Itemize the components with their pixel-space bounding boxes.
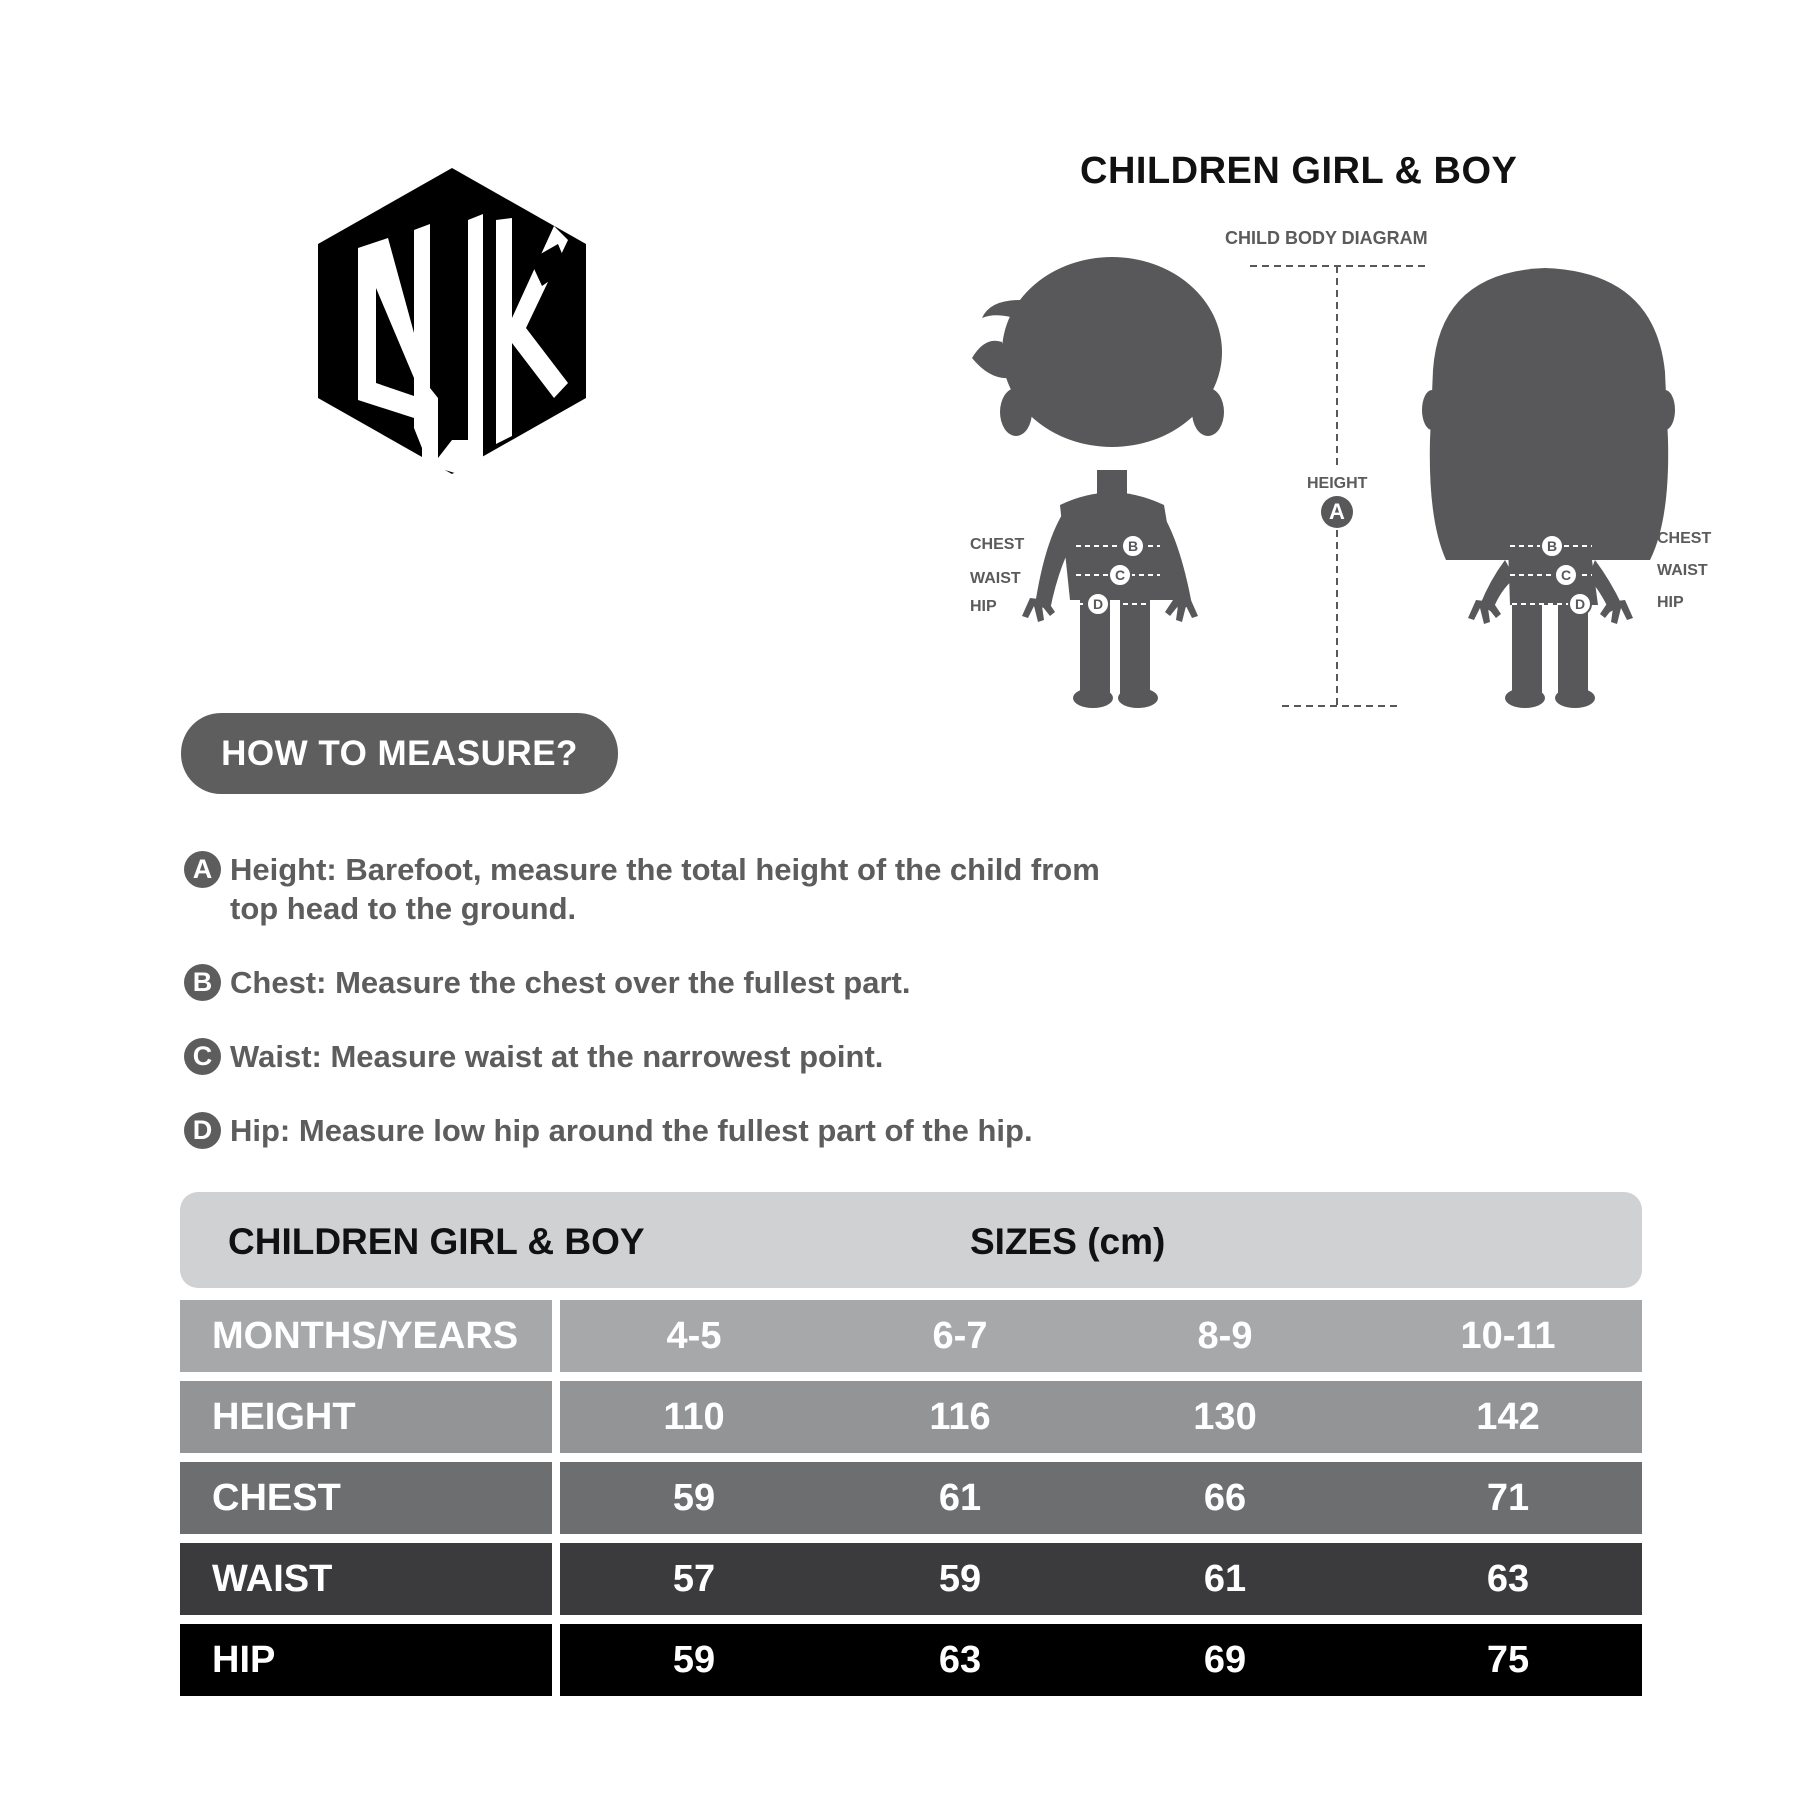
table-cell: 61 bbox=[938, 1476, 982, 1519]
boy-marker-d: D bbox=[1092, 596, 1104, 612]
letter-a-icon: A bbox=[184, 851, 221, 888]
diagram-title: CHILDREN GIRL & BOY bbox=[1080, 150, 1518, 192]
girl-waist-label: WAIST bbox=[1657, 562, 1708, 579]
letter-c-icon: C bbox=[184, 1038, 221, 1075]
instruction-height bbox=[184, 850, 1190, 928]
marker-a: A bbox=[1329, 499, 1345, 524]
row-label: HIP bbox=[180, 1624, 552, 1696]
size-table-title: CHILDREN GIRL & BOY bbox=[228, 1221, 645, 1262]
table-cell: 75 bbox=[1486, 1638, 1530, 1681]
table-cell: 59 bbox=[672, 1476, 716, 1519]
instruction-text: Chest: Measure the chest over the fullest part. bbox=[230, 965, 911, 1000]
table-cell: 10-11 bbox=[1460, 1314, 1556, 1357]
row-values bbox=[560, 1300, 1642, 1372]
table-cell: 61 bbox=[1203, 1557, 1247, 1600]
table-cell: 59 bbox=[672, 1638, 716, 1681]
girl-hip-label: HIP bbox=[1657, 594, 1684, 611]
table-cell: 66 bbox=[1203, 1476, 1247, 1519]
instruction-text: Waist: Measure waist at the narrowest point. bbox=[230, 1039, 884, 1074]
table-row bbox=[180, 1624, 1642, 1696]
instruction-text: Hip: Measure low hip around the fullest part of the hip. bbox=[230, 1113, 1033, 1148]
table-cell: 69 bbox=[1203, 1638, 1247, 1681]
boy-waist-label: WAIST bbox=[970, 570, 1021, 587]
instruction-text: top head to the ground. bbox=[230, 891, 577, 926]
table-cell: 59 bbox=[938, 1557, 982, 1600]
table-cell: 130 bbox=[1193, 1395, 1257, 1438]
table-cell: 142 bbox=[1476, 1395, 1540, 1438]
boy-marker-c: C bbox=[1114, 567, 1126, 583]
boy-chest-label: CHEST bbox=[970, 536, 1025, 553]
size-table-units: SIZES (cm) bbox=[970, 1221, 1166, 1262]
boy-figure bbox=[972, 257, 1224, 708]
letter-b-icon: B bbox=[184, 964, 221, 1001]
instruction-chest bbox=[184, 963, 1190, 1002]
table-row bbox=[180, 1462, 1642, 1534]
table-cell: 110 bbox=[663, 1395, 725, 1438]
table-cell: 6-7 bbox=[932, 1314, 988, 1357]
diagram-subtitle: CHILD BODY DIAGRAM bbox=[1225, 228, 1428, 248]
row-values bbox=[560, 1381, 1642, 1453]
row-label: HEIGHT bbox=[180, 1381, 552, 1453]
girl-marker-c: C bbox=[1560, 567, 1572, 583]
row-label: CHEST bbox=[180, 1462, 552, 1534]
row-label: WAIST bbox=[180, 1543, 552, 1615]
girl-figure bbox=[1422, 268, 1675, 708]
row-values bbox=[560, 1624, 1642, 1696]
height-diagram-label: HEIGHT bbox=[1307, 475, 1368, 492]
instruction-waist bbox=[184, 1037, 1190, 1076]
boy-hip-label: HIP bbox=[970, 598, 997, 615]
table-cell: 8-9 bbox=[1197, 1314, 1253, 1357]
how-to-measure-heading: HOW TO MEASURE? bbox=[181, 713, 618, 794]
table-cell: 63 bbox=[938, 1638, 982, 1681]
row-label: MONTHS/YEARS bbox=[180, 1300, 552, 1372]
girl-chest-label: CHEST bbox=[1657, 530, 1712, 547]
girl-marker-b: B bbox=[1546, 538, 1558, 554]
boy-marker-b: B bbox=[1127, 538, 1139, 554]
table-cell: 57 bbox=[672, 1557, 716, 1600]
girl-marker-d: D bbox=[1574, 596, 1586, 612]
table-row bbox=[180, 1543, 1642, 1615]
letter-d-icon: D bbox=[184, 1112, 221, 1149]
table-cell: 4-5 bbox=[666, 1314, 722, 1357]
instruction-hip bbox=[184, 1111, 1190, 1150]
instruction-text: Height: Barefoot, measure the total height of the child from bbox=[230, 852, 1100, 887]
table-row bbox=[180, 1381, 1642, 1453]
row-values bbox=[560, 1462, 1642, 1534]
table-cell: 71 bbox=[1486, 1476, 1530, 1519]
table-cell: 116 bbox=[929, 1395, 991, 1438]
table-cell: 63 bbox=[1486, 1557, 1530, 1600]
table-row bbox=[180, 1300, 1642, 1372]
row-values bbox=[560, 1543, 1642, 1615]
child-body-diagram bbox=[0, 0, 1800, 740]
